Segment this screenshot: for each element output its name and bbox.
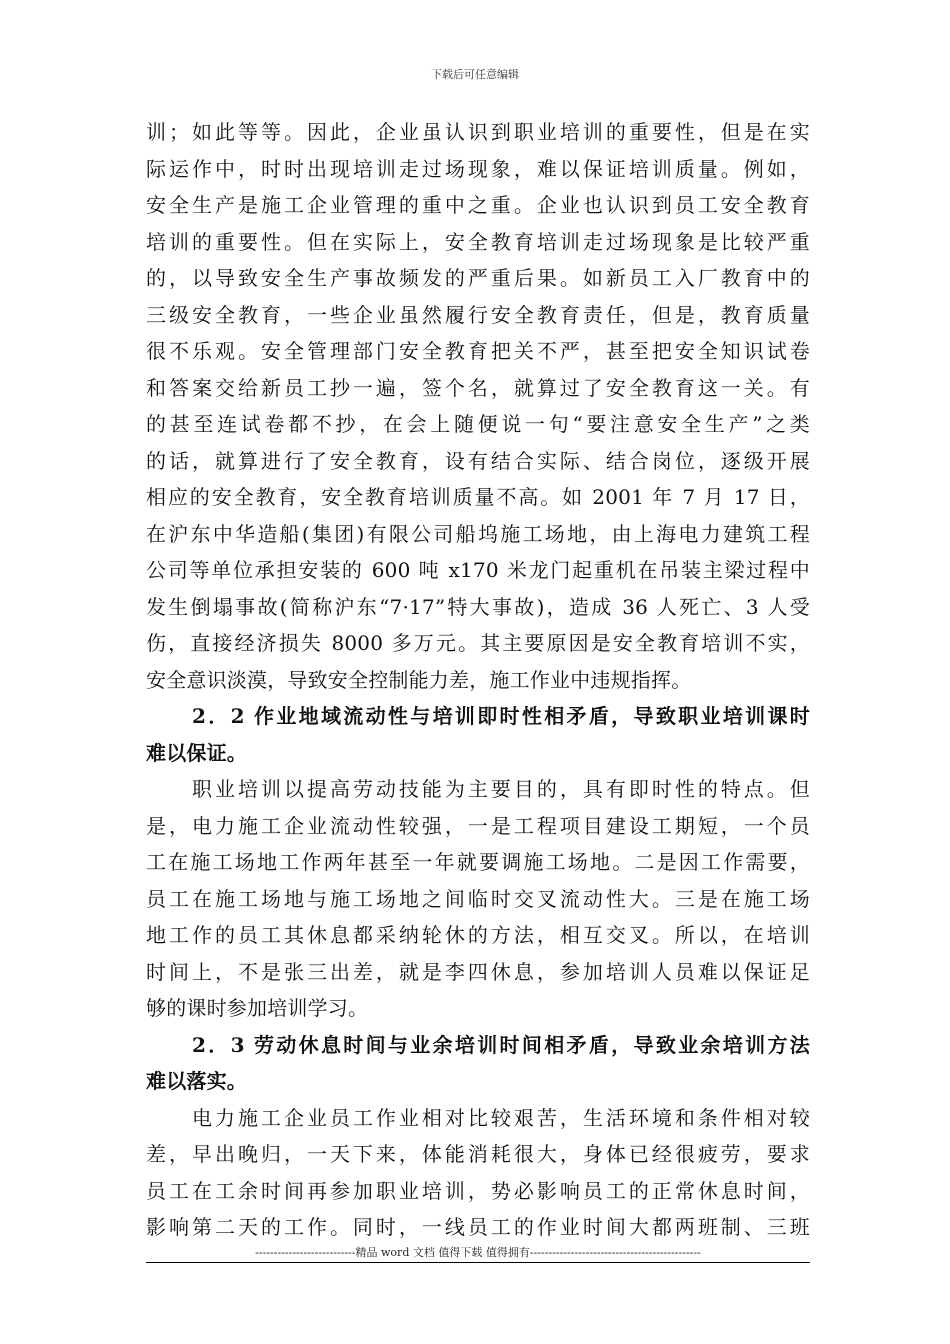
body-line: 安全意识淡漠，导致安全控制能力差，施工作业中违规指挥。: [146, 667, 692, 692]
section-heading-2-2-cont: 难以保证。: [146, 740, 247, 765]
page-header: 下载后可任意编辑: [431, 68, 519, 81]
section-heading-2-3: 2．3 劳动休息时间与业余培训时间相矛盾，导致业余培训方法: [192, 1032, 810, 1057]
body-line: 公司等单位承担安装的 600 吨 x170 米龙门起重机在吊装主梁过程中: [146, 558, 810, 582]
body-line: 和答案交给新员工抄一遍，签个名，就算过了安全教育这一关。有: [146, 375, 810, 400]
paragraph-line: 地工作的员工其休息都采纳轮休的方法，相互交叉。所以，在培训: [146, 923, 810, 947]
footer-divider: [146, 1262, 810, 1263]
body-line: 培训的重要性。但在实际上，安全教育培训走过场现象是比较严重: [146, 229, 810, 254]
body-line: 的甚至连试卷都不抄，在会上随便说一句“要注意安全生产”之类: [146, 412, 810, 436]
paragraph-line: 影响第二天的工作。同时，一线员工的作业时间大都两班制、三班: [146, 1215, 810, 1239]
paragraph-line: 时间上，不是张三出差，就是李四休息，参加培训人员难以保证足: [146, 959, 810, 984]
paragraph-line: 员工在工余时间再参加职业培训，势必影响员工的正常休息时间，: [146, 1178, 810, 1203]
body-line: 的话，就算进行了安全教育，设有结合实际、结合岗位，逐级开展: [146, 448, 810, 473]
body-line: 很不乐观。安全管理部门安全教育把关不严，甚至把安全知识试卷: [146, 339, 810, 363]
body-line: 际运作中，时时出现培训走过场现象，难以保证培训质量。例如，: [146, 156, 810, 181]
body-line: 的，以导致安全生产事故频发的严重后果。如新员工入厂教育中的: [146, 266, 810, 290]
paragraph-line: 员工在施工场地与施工场地之间临时交叉流动性大。三是在施工场: [146, 886, 810, 911]
page-footer: ---------------------------精品 word 文档 值得下载 值得拥有----------------------------------------------: [255, 1246, 701, 1259]
paragraph-line: 是，电力施工企业流动性较强，一是工程项目建设工期短，一个员: [146, 813, 810, 838]
body-line: 发生倒塌事故(简称沪东“7·17”特大事故)，造成 36 人死亡、3 人受: [146, 594, 810, 619]
paragraph-line: 职业培训以提高劳动技能为主要目的，具有即时性的特点。但: [192, 777, 810, 801]
section-heading-2-3-cont: 难以落实。: [146, 1069, 247, 1093]
paragraph-line: 够的课时参加培训学习。: [146, 996, 369, 1020]
body-line: 训；如此等等。因此，企业虽认识到职业培训的重要性，但是在实: [146, 120, 810, 144]
paragraph-line: 工在施工场地工作两年甚至一年就要调施工场地。二是因工作需要，: [146, 850, 810, 874]
body-line: 相应的安全教育，安全教育培训质量不高。如 2001 年 7 月 17 日，: [146, 485, 810, 509]
paragraph-line: 差，早出晚归，一天下来，体能消耗很大，身体已经很疲劳，要求: [146, 1142, 810, 1166]
body-line: 在沪东中华造船(集团)有限公司船坞施工场地，由上海电力建筑工程: [146, 521, 810, 546]
document-body: [146, 114, 810, 1246]
body-line: 伤，直接经济损失 8000 多万元。其主要原因是安全教育培训不实，: [146, 631, 810, 655]
body-line: 安全生产是施工企业管理的重中之重。企业也认识到员工安全教育: [146, 193, 810, 217]
section-heading-2-2: 2．2 作业地域流动性与培训即时性相矛盾，导致职业培训课时: [192, 704, 810, 728]
paragraph-line: 电力施工企业员工作业相对比较艰苦，生活环境和条件相对较: [192, 1105, 810, 1130]
body-line: 三级安全教育，一些企业虽然履行安全教育责任，但是，教育质量: [146, 302, 810, 327]
